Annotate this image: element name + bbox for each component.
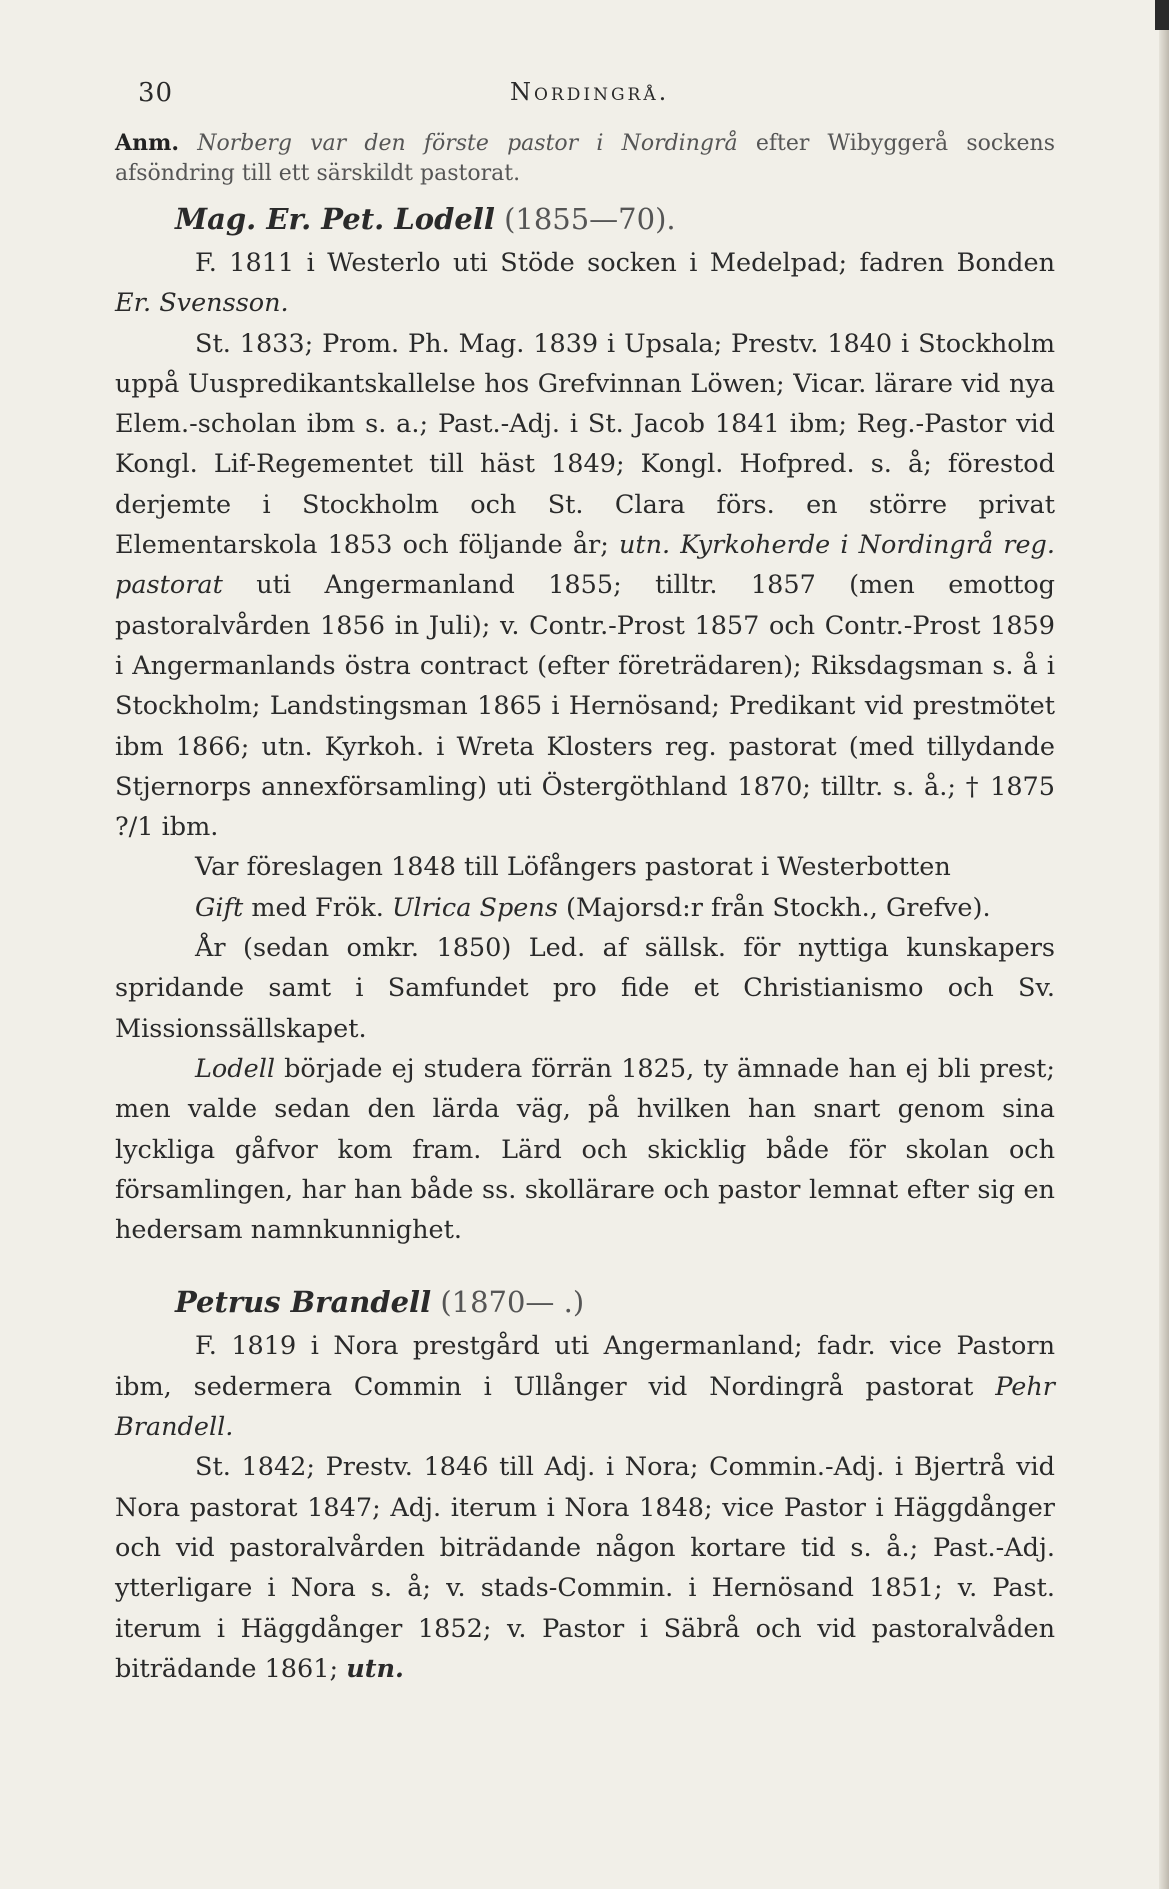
father-name: Er. Svensson.: [115, 288, 289, 319]
entry-years: (1870— .): [440, 1285, 585, 1320]
paragraph-proposed: Var föreslagen 1848 till Löfångers pastorat i Westerbotten: [195, 852, 951, 883]
text-span: St. 1842; Prestv. 1846 till Adj. i Nora; Commin.-Adj. i Bjertrå vid Nora pastorat 1847; Adj. iterum i Nora 1848; vice Pastor i Häggdånger och vid pastoralvården biträdande någon kortare tid s. å.; Past.-Adj. ytterligare i Nora s. å; v. stads-Commin. i Hernösand 1851; v. Past. iterum i Häggdånger 1852; v. Pastor i Säbrå och vid pastoralvåden biträdande 1861;: [115, 1452, 1055, 1684]
surname-italic: Lodell: [195, 1053, 276, 1084]
entry-heading-lodell: [115, 195, 1055, 243]
page-edge: [1159, 0, 1169, 1889]
remark-label: Anm.: [115, 130, 180, 156]
section-gap: [115, 1250, 1055, 1272]
father-name: Pehr Brandell.: [115, 1371, 1055, 1443]
text-span: F. 1811 i Westerlo uti Stöde socken i Medelpad; fadren Bonden: [195, 248, 1055, 278]
paragraph-birth: [115, 1326, 1055, 1447]
entry-title: Mag. Er. Pet. Lodell: [175, 202, 495, 236]
page-body: [115, 128, 1055, 1689]
running-title: Nordingrå.: [510, 78, 670, 106]
text-span: (Majorsd:r från Stockh., Grefve).: [566, 892, 991, 923]
text-span: Gift: [195, 892, 244, 923]
paragraph-character: [115, 1049, 1055, 1250]
italic-appointment: utn.: [346, 1653, 404, 1684]
paragraph-marriage: [115, 888, 1055, 928]
text-span: började ej studera förrän 1825, ty ämnade han ej bli prest; men valde sedan den lärda väg, på hvilken han snart genom sina lyckliga gåfvor kom fram. Lärd och skicklig både för skolan och församlingen, har han både ss. skollärare och pastor lemnat efter sig en hedersam namnkunnighet.: [115, 1053, 1056, 1246]
entry-title: Petrus Brandell: [175, 1285, 432, 1320]
paragraph-memberships: År (sedan omkr. 1850) Led. af sällsk. för nyttiga kunskapers spridande samt i Samfundet pro fide et Christianismo och Sv. Missionssällskapet.: [115, 933, 1055, 1044]
spouse-name: Ulrica Spens: [391, 892, 558, 923]
text-span: med Frök.: [251, 892, 384, 923]
remark-italic-text: Norberg var den förste pastor i Nordingrå: [197, 131, 738, 156]
paragraph-birth: [115, 243, 1055, 324]
text-span: uti Angermanland 1855; tilltr. 1857 (men emottog pastoralvården 1856 in Juli); v. Contr.-Prost 1857 och Contr.-Prost 1859 i Angermanlands östra contract (efter företrädaren); Riksdagsman s. å i Stockholm; Landstingsman 1865 i Hernösand; Predikant vid prestmötet ibm 1866; utn. Kyrkoh. i Wreta Klosters reg. pastorat (med tillydande Stjernorps annexförsamling) uti Östergöthland 1870; tilltr. s. å.; † 1875 ?/1 ibm.: [115, 570, 1055, 843]
paragraph-career: [115, 1447, 1055, 1689]
remark-text: efter Wibyggerå sockens afsöndring till ett särskildt pastorat.: [115, 131, 1055, 186]
paragraph-career: [115, 324, 1055, 848]
text-span: F. 1819 i Nora prestgård uti Angermanland; fadr. vice Pastorn ibm, sedermera Commin i Ullånger vid Nordingrå pastorat: [115, 1331, 1055, 1402]
footnote-remark: [115, 128, 1055, 189]
page-corner-mark: [1155, 0, 1169, 30]
entry-heading-brandell: [115, 1278, 1055, 1326]
text-span: St. 1833; Prom. Ph. Mag. 1839 i Upsala; Prestv. 1840 i Stockholm uppå Uuspredikantskallelse hos Grefvinnan Löwen; Vicar. lärare vid nya Elem.-scholan ibm s. a.; Past.-Adj. i St. Jacob 1841 ibm; Reg.-Pastor vid Kongl. Lif-Regementet till häst 1849; Kongl. Hofpred. s. å; förestod derjemte i Stockholm och St. Clara förs. en större privat Elementarskola 1853 och följande år;: [115, 328, 1055, 561]
page-header: [138, 78, 1038, 118]
italic-appointment: utn. Kyrkoherde i Nordingrå reg. pastorat: [115, 530, 1055, 601]
page-number: 30: [138, 78, 174, 108]
entry-years: (1855—70).: [504, 202, 676, 236]
